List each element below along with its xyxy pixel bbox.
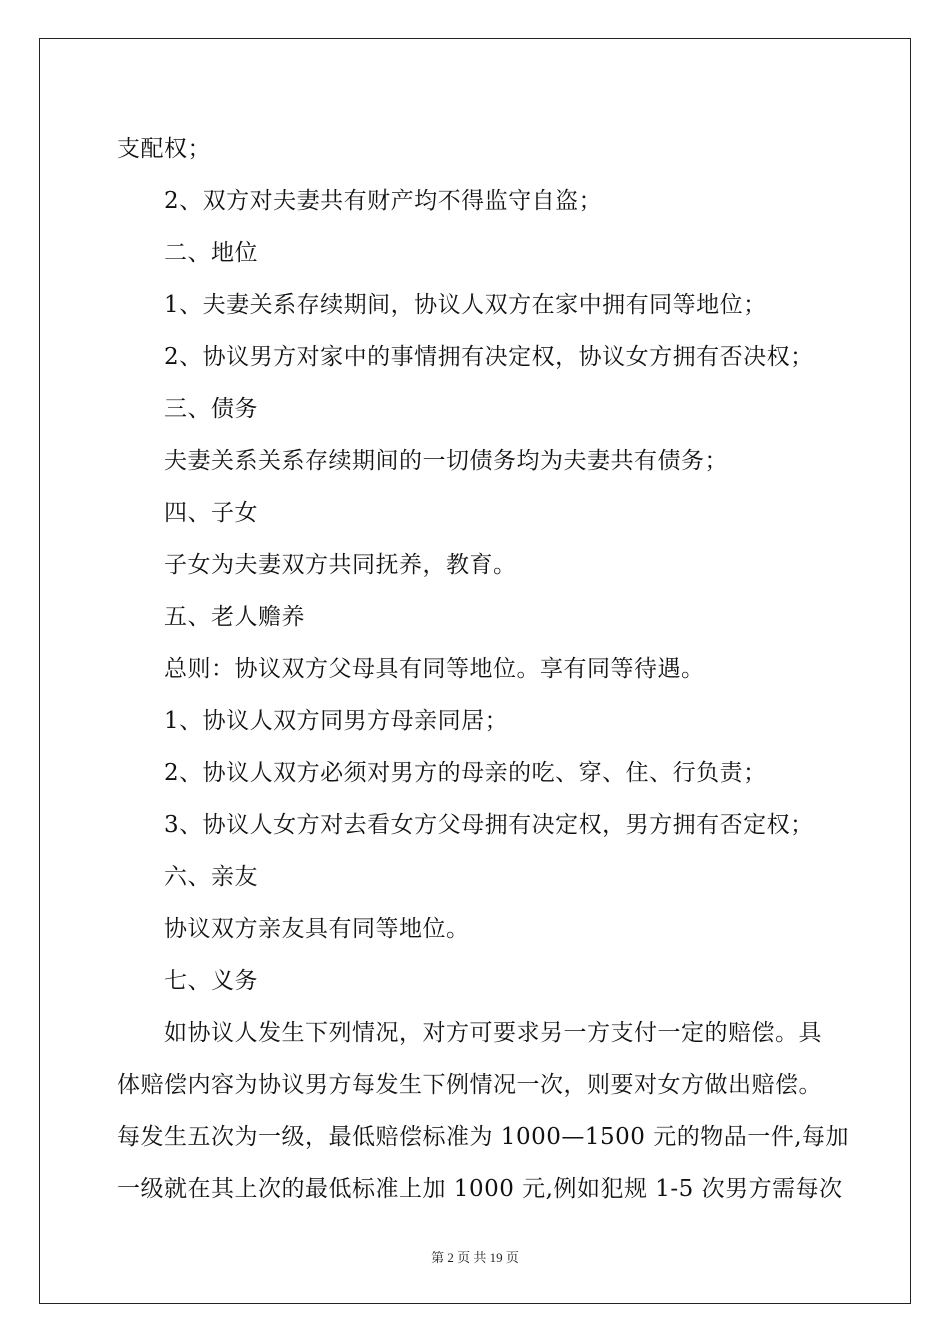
text-line: 支配权；	[117, 136, 211, 162]
text-line: 体赔偿内容为协议男方每发生下例情况一次，则要对女方做出赔偿。	[117, 1072, 822, 1098]
text-line: 1、协议人双方同男方母亲同居；	[164, 708, 509, 734]
text-line: 2、协议男方对家中的事情拥有决定权，协议女方拥有否决权；	[164, 344, 814, 370]
section-heading: 七、义务	[164, 968, 258, 994]
text-line: 一级就在其上次的最低标准上加 1000 元,例如犯规 1-5 次男方需每次	[117, 1176, 843, 1202]
section-heading: 四、子女	[164, 500, 258, 526]
section-heading: 二、地位	[164, 240, 258, 266]
text-line: 1、夫妻关系存续期间，协议人双方在家中拥有同等地位；	[164, 292, 767, 318]
text-line: 协议双方亲友具有同等地位。	[164, 916, 470, 942]
text-line: 2、协议人双方必须对男方的母亲的吃、穿、住、行负责；	[164, 760, 767, 786]
text-line: 如协议人发生下列情况，对方可要求另一方支付一定的赔偿。具	[164, 1020, 822, 1046]
page-footer: 第 2 页 共 19 页	[431, 1250, 519, 1265]
text-line: 总则：协议双方父母具有同等地位。享有同等待遇。	[164, 656, 705, 682]
section-heading: 五、老人赡养	[164, 604, 305, 630]
text-line: 3、协议人女方对去看女方父母拥有决定权，男方拥有否定权；	[164, 812, 814, 838]
section-heading: 六、亲友	[164, 864, 258, 890]
text-line: 2、双方对夫妻共有财产均不得监守自盗；	[164, 188, 603, 214]
text-line: 子女为夫妻双方共同抚养，教育。	[164, 552, 517, 578]
section-heading: 三、债务	[164, 396, 258, 422]
text-line: 夫妻关系关系存续期间的一切债务均为夫妻共有债务；	[164, 448, 728, 474]
text-line: 每发生五次为一级，最低赔偿标准为 1000—1500 元的物品一件,每加	[117, 1124, 849, 1150]
